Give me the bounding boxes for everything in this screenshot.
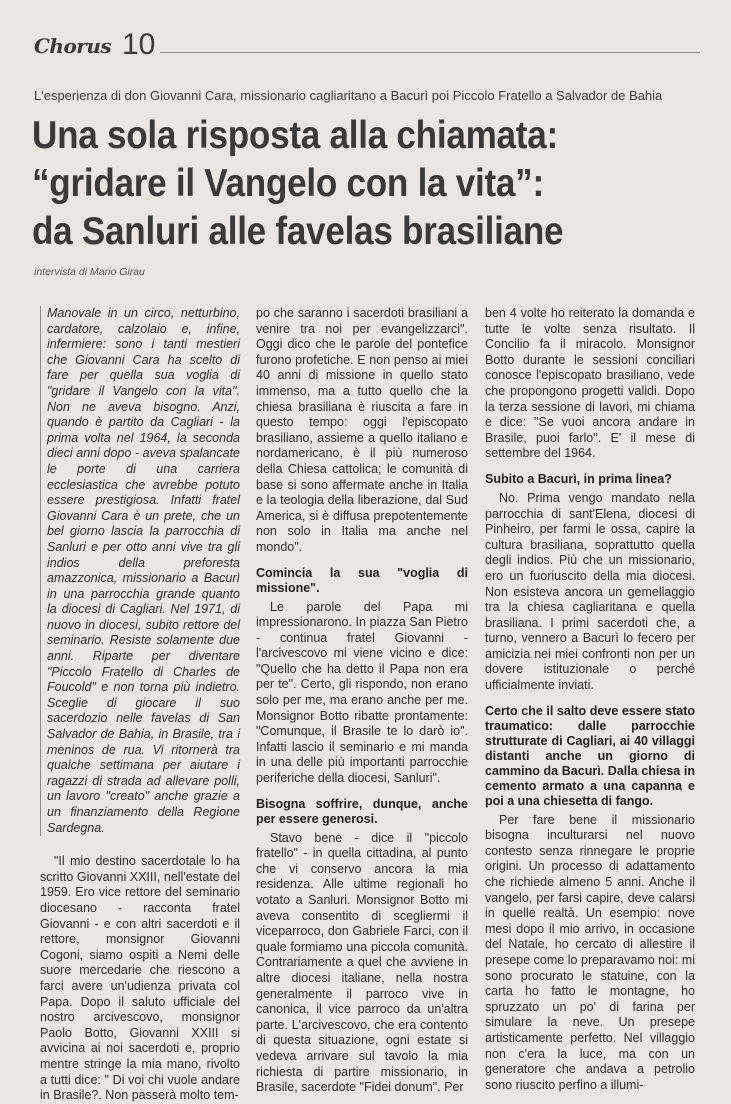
column-3-paragraph-1: ben 4 volte ho reiterato la domanda e tutte le volte senza risultato. Il Concilio fa il miracolo. Monsignor Botto durante le sessioni conciliari conosce l'episcopato brasiliano, vede che propongono progetti validi. Dopo la terza sessione di lavori, mi chiama e dice: "Se vuoi ancora andare in Brasile, puoi farlo". E' il mese di settembre del 1964.	[485, 306, 695, 461]
column-2	[256, 306, 468, 1096]
masthead	[34, 28, 704, 68]
column-1	[40, 306, 240, 1104]
headline-line-1: Una sola risposta alla chiamata:	[32, 114, 558, 157]
column-1-paragraph: "Il mio destino sacerdotale lo ha scritto Giovanni XXIII, nell'estate del 1959. Ero vice rettore del seminario diocesano - racconta fratel Giovanni - e con altri sacerdoti e il rettore, monsignor Giovanni Cogoni, siamo ospiti a Nemi delle suore mercedarie che riescono a farci avere un'udienza privata col Papa. Dopo il saluto ufficiale del nostro arcivescovo, monsignor Paolo Botto, Giovanni XXIII si avvicina ai noi sacerdoti e, proprio mentre stringe la mia mano, rivolto a tutti dice: " Di voi chi vuole andare in Brasile?. Non passerà molto tem-	[40, 854, 240, 1103]
question-heading-3: Subito a Bacurì, in prima linea?	[485, 471, 672, 486]
headline-line-3: da Sanluri alle favelas brasiliane	[32, 210, 564, 253]
column-3-paragraph-2: No. Prima vengo mandato nella parrocchia di sant'Elena, diocesi di Pinheiro, per farmi le ossa, capire la cultura brasiliana, soprattutto quella degli indios. Più che un missionario, ero un fuoriuscito della mia diocesi. Non esisteva ancora un gemellaggio tra la chiesa cagliaritana e quella brasiliana. I primi sacerdoti che, a turno, vennero a Bacurì lo fecero per amicizia nei miei confronti non per un dovere istituzionale o perché ufficialmente inviati.	[485, 490, 695, 693]
question-heading-4: Certo che il salto deve essere stato traumatico: dalle parrocchie strutturate di Cagliari, ai 40 villaggi distanti anche un giorno di cammino da Bacurì. Dalla chiesa in cemento armato a una capanna e poi a una chiesetta di fango.	[485, 703, 695, 808]
column-2-paragraph-3: Stavo bene - dice il "piccolo fratello" - in quella cittadina, al punto che vi conservo ancora la mia residenza. Alle ultime regionali ho votato a Sanluri. Monsignor Botto mi aveva consentito di scegliermi il viceparroco, don Gabriele Farci, con il quale formiamo una piccola comunità. Contrariamente a quel che avviene in altre diocesi italiane, nella nostra generalmente il parroco vive in canonica, il vice parroco da un'altra parte. L'arcivescovo, che era contento di questa situazione, ogni estate si vedeva arrivare sul tavolo la mia richiesta di partire missionario, in Brasile, sacerdote "Fidei donum". Per	[256, 830, 468, 1095]
header-rule	[160, 52, 700, 53]
column-2-paragraph-1: po che saranno i sacerdoti brasiliani a venire tra noi per evangelizzarci". Oggi dico che le parole del pontefice furono profetiche. E non penso ai miei 40 anni di missione in quello stato immenso, ma a tutto quello che la chiesa brasiliana è riuscita a fare in questo tempo: oggi l'episcopato brasiliano, assieme a quello italiano e nordamericano, è il più numeroso della Chiesa cattolica; le comunità di base si sono affermate anche in Italia e la teologia della liberazione, dal Sud America, si è diffusa prepotentemente non solo in Italia ma anche nel mondo".	[256, 306, 468, 554]
intro-paragraph: Manovale in un circo, netturbino, cardatore, calzolaio e, infine, infermiere: sono i tanti mestieri che Giovanni Cara ha scelto di fare per quella sua voglia di "gridare il Vangelo con la vita". Non ne aveva bisogno. Anzi, quando è partito da Cagliari - la prima volta nel 1964, la seconda dieci anni dopo - aveva spalancate le porte di una carriera ecclesiastica che avrebbe potuto essere prestigiosa. Infatti fratel Giovanni Cara è un prete, che un bel giorno lascia la parrocchia di Sanluri e per otto anni vive tra gli indios della preforesta amazzonica, missionario a Bacurì in una parrocchia grande quanto la diocesi di Cagliari. Nel 1971, di nuovo in diocesi, subito rettore del seminario. Resiste solamente due anni. Riparte per diventare "Piccolo Fratello di Charles de Foucold" e non torna più indietro. Sceglie di giocare il suo sacerdozio nelle favelas di San Salvador de Bahia, in Brasile, tra i meninos de rua. Vi ritornerà tra qualche settimana per aiutare i ragazzi di strada ad allevare polli, un lavoro "creato" anche grazie a un finanziamento della Regione Sardegna.	[40, 306, 240, 836]
column-3-paragraph-3: Per fare bene il missionario bisogna inculturarsi nel nuovo contesto senza rinnegare le proprie origini. Un processo di adattamento che richiede almeno 5 anni. Anche il vangelo, per farsi capire, deve calarsi in quelle realtà. Un esempio: nove mesi dopo il mio arrivo, in occasione del Natale, ho cercato di allestire il presepe come lo preparavamo noi: mi sono procurato le statuine, con la carta ho fatto le montagne, ho spruzzato un po' di farina per simulare la neve. Un presepe artisticamente perfetto. Nel villaggio non c'era la luce, ma con un generatore che andava a petrolio sono riuscito perfino a illumi-	[485, 812, 695, 1092]
chorus-logo: Chorus	[34, 34, 112, 58]
byline: intervista di Mario Girau	[34, 266, 145, 278]
column-3	[485, 306, 695, 1093]
article-kicker: L'esperienza di don Giovanni Cara, missionario cagliaritano a Bacurì poi Piccolo Fratello a Salvador de Bahia	[34, 88, 663, 103]
column-2-paragraph-2: Le parole del Papa mi impressionarono. In piazza San Pietro - continua fratel Giovanni - l'arcivescovo mi viene vicino e dice: "Quello che ha detto il Papa non era per te". Certo, gli rispondo, non erano solo per me, ma erano anche per me. Monsignor Botto ribatte prontamente: "Comunque, il Brasile te lo darò io". Infatti lascio il seminario e mi manda in una delle più importanti parrocchie periferiche della diocesi, Sanluri".	[256, 599, 468, 786]
question-heading-2: Bisogna soffrire, dunque, anche per essere generosi.	[256, 796, 468, 826]
question-heading-1: Comincia la sua "voglia di missione".	[256, 565, 468, 595]
page-number: 10	[122, 28, 156, 61]
article-headline	[32, 112, 635, 256]
headline-line-2: “gridare il Vangelo con la vita”:	[32, 162, 544, 205]
